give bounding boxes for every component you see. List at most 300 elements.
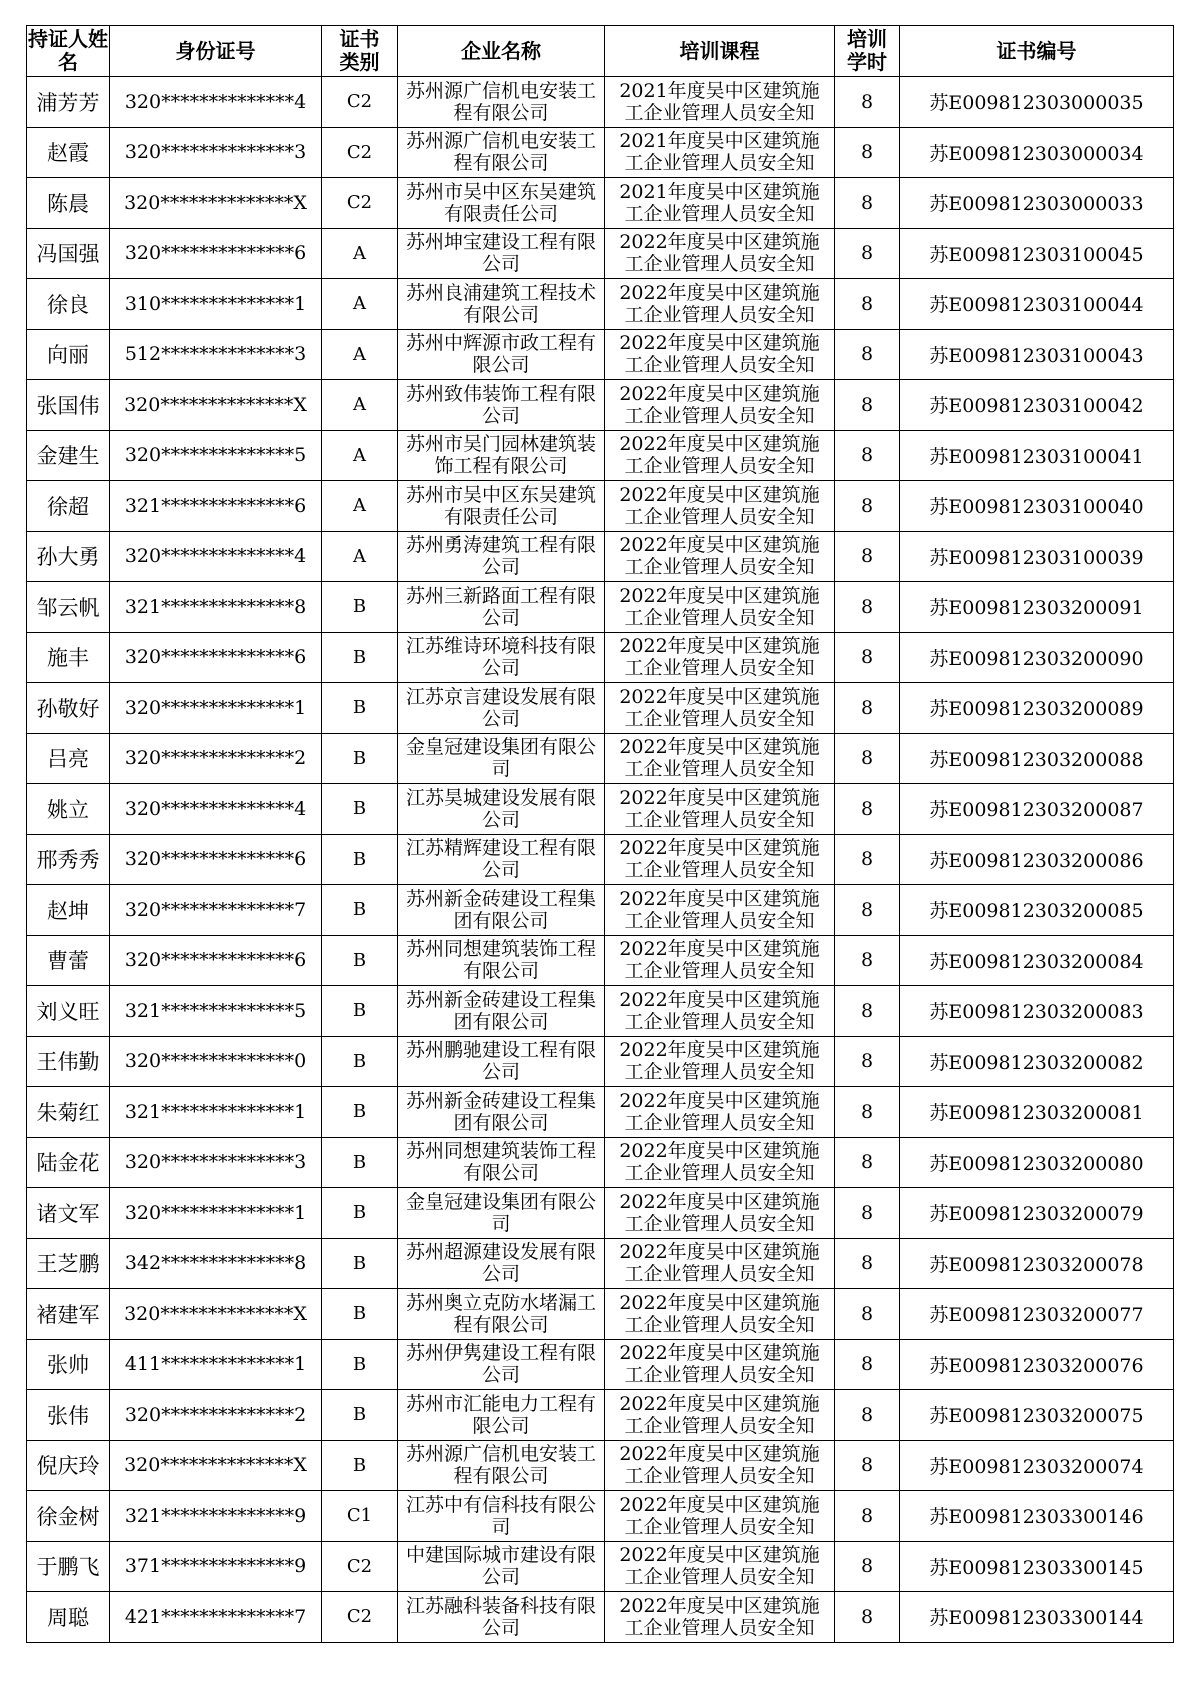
- table-body: [27, 77, 1174, 1643]
- holder-name-cell: [27, 885, 110, 936]
- training-hours-cell: [835, 1339, 900, 1390]
- id-number-cell: [110, 935, 322, 986]
- company-name-cell-text: 苏州伊隽建设工程有限公司: [405, 1342, 596, 1387]
- company-name-cell-text: 苏州超源建设发展有限公司: [405, 1241, 596, 1286]
- holder-name-cell: [27, 279, 110, 330]
- certificate-class-cell-text: B: [352, 1151, 367, 1173]
- holder-name-cell-text: 王伟勤: [36, 1050, 100, 1075]
- header-training-hours: [835, 26, 900, 77]
- company-name-cell: [398, 531, 605, 582]
- training-course-cell-text: 2022年度吴中区建筑施工企业管理人员安全知: [619, 584, 820, 629]
- holder-name-cell-text: 姚立: [47, 797, 89, 822]
- certificate-number-cell: [900, 1137, 1174, 1188]
- training-course-cell: [605, 127, 835, 178]
- training-hours-cell-text: 8: [860, 1151, 874, 1174]
- training-course-cell: [605, 1541, 835, 1592]
- holder-name-cell: [27, 582, 110, 633]
- training-course-cell-text: 2022年度吴中区建筑施工企业管理人员安全知: [619, 635, 820, 680]
- training-course-cell-text: 2022年度吴中区建筑施工企业管理人员安全知: [619, 281, 820, 326]
- certificate-class-cell-text: B: [352, 1404, 367, 1426]
- company-name-cell-text: 苏州源广信机电安装工程有限公司: [405, 130, 596, 175]
- certificate-number-cell-text: 苏E009812303200086: [929, 849, 1144, 872]
- certificate-number-cell-text: 苏E009812303200088: [929, 748, 1144, 771]
- holder-name-cell: [27, 77, 110, 128]
- training-course-cell-text: 2022年度吴中区建筑施工企业管理人员安全知: [619, 837, 820, 882]
- certificate-class-cell-text: B: [352, 747, 367, 769]
- holder-name-cell-text: 倪庆玲: [36, 1454, 100, 1479]
- certificate-number-cell-text: 苏E009812303100045: [929, 243, 1144, 266]
- id-number-cell: [110, 380, 322, 431]
- training-hours-cell: [835, 380, 900, 431]
- holder-name-cell: [27, 1440, 110, 1491]
- id-number-cell-text: 320**************3: [124, 141, 307, 164]
- company-name-cell: [398, 1137, 605, 1188]
- training-course-cell-text: 2022年度吴中区建筑施工企业管理人员安全知: [619, 988, 820, 1033]
- id-number-cell-text: 320**************5: [124, 444, 307, 467]
- certificate-class-cell-text: B: [352, 899, 367, 921]
- id-number-cell-text: 421**************7: [124, 1605, 307, 1628]
- certificate-number-cell: [900, 1592, 1174, 1643]
- id-number-cell: [110, 582, 322, 633]
- id-number-cell: [110, 683, 322, 734]
- certificate-class-cell-text: A: [353, 394, 366, 416]
- training-hours-cell: [835, 1036, 900, 1087]
- header-certificate-class: [322, 26, 398, 77]
- header-company-name: [398, 26, 605, 77]
- training-hours-cell: [835, 632, 900, 683]
- certificate-class-cell: [322, 834, 398, 885]
- holder-name-cell-text: 陆金花: [36, 1151, 100, 1176]
- company-name-cell: [398, 481, 605, 532]
- training-course-cell: [605, 986, 835, 1037]
- company-name-cell-text: 江苏融科装备科技有限公司: [405, 1594, 596, 1639]
- company-name-cell-text: 苏州同想建筑装饰工程有限公司: [405, 1140, 596, 1185]
- training-course-cell: [605, 178, 835, 229]
- training-hours-cell: [835, 178, 900, 229]
- certificate-number-cell: [900, 834, 1174, 885]
- company-name-cell: [398, 228, 605, 279]
- id-number-cell-text: 411**************1: [124, 1353, 307, 1376]
- company-name-cell: [398, 582, 605, 633]
- training-hours-cell: [835, 228, 900, 279]
- training-hours-cell: [835, 279, 900, 330]
- certificate-class-cell: [322, 430, 398, 481]
- certificate-number-cell-text: 苏E009812303200077: [929, 1304, 1144, 1327]
- training-hours-cell-text: 8: [860, 1201, 874, 1224]
- company-name-cell-text: 苏州致伟装饰工程有限公司: [405, 382, 596, 427]
- table-row: [27, 1238, 1174, 1289]
- table-row: [27, 1592, 1174, 1643]
- training-course-cell-text: 2022年度吴中区建筑施工企业管理人员安全知: [619, 332, 820, 377]
- header-row: [27, 26, 1174, 77]
- id-number-cell: [110, 279, 322, 330]
- training-hours-cell-text: 8: [860, 595, 874, 618]
- header-training-hours-label: 培训学时: [847, 27, 887, 74]
- certificate-number-cell-text: 苏E009812303300144: [929, 1607, 1144, 1630]
- holder-name-cell: [27, 127, 110, 178]
- id-number-cell: [110, 531, 322, 582]
- id-number-cell: [110, 1390, 322, 1441]
- holder-name-cell: [27, 1036, 110, 1087]
- certificate-class-cell-text: A: [353, 242, 366, 264]
- training-course-cell: [605, 1339, 835, 1390]
- certificate-class-cell-text: B: [352, 1454, 367, 1476]
- company-name-cell-text: 江苏中有信科技有限公司: [405, 1493, 596, 1538]
- certificate-number-cell: [900, 178, 1174, 229]
- training-hours-cell-text: 8: [860, 898, 874, 921]
- training-hours-cell-text: 8: [860, 1555, 874, 1578]
- certificate-number-cell-text: 苏E009812303200091: [929, 597, 1144, 620]
- company-name-cell-text: 苏州奥立克防水堵漏工程有限公司: [405, 1291, 596, 1336]
- company-name-cell-text: 苏州市汇能电力工程有限公司: [405, 1392, 596, 1437]
- certificate-number-cell: [900, 380, 1174, 431]
- training-course-cell-text: 2022年度吴中区建筑施工企业管理人员安全知: [619, 1140, 820, 1185]
- holder-name-cell-text: 赵坤: [47, 898, 89, 923]
- holder-name-cell-text: 金建生: [36, 444, 100, 469]
- certificate-class-cell: [322, 279, 398, 330]
- certificate-number-cell: [900, 1339, 1174, 1390]
- certificate-number-cell: [900, 885, 1174, 936]
- table-row: [27, 986, 1174, 1037]
- company-name-cell-text: 苏州市吴中区东吴建筑有限责任公司: [405, 180, 596, 225]
- holder-name-cell-text: 褚建军: [36, 1302, 100, 1327]
- certificate-number-cell-text: 苏E009812303100044: [929, 294, 1144, 317]
- certificate-number-cell: [900, 1188, 1174, 1239]
- training-course-cell: [605, 1491, 835, 1542]
- table-row: [27, 1188, 1174, 1239]
- company-name-cell: [398, 935, 605, 986]
- certificate-class-cell: [322, 1087, 398, 1138]
- id-number-cell: [110, 178, 322, 229]
- id-number-cell: [110, 834, 322, 885]
- training-course-cell: [605, 279, 835, 330]
- holder-name-cell-text: 吕亮: [47, 747, 89, 772]
- company-name-cell-text: 苏州源广信机电安装工程有限公司: [405, 79, 596, 124]
- certificate-number-cell-text: 苏E009812303000033: [929, 193, 1144, 216]
- certificate-class-cell-text: A: [353, 495, 366, 517]
- certificate-number-cell: [900, 986, 1174, 1037]
- holder-name-cell-text: 浦芳芳: [36, 90, 100, 115]
- certificate-class-cell-text: C2: [346, 91, 373, 113]
- certificate-class-cell: [322, 329, 398, 380]
- company-name-cell-text: 苏州鹏驰建设工程有限公司: [405, 1039, 596, 1084]
- certificate-class-cell: [322, 1289, 398, 1340]
- company-name-cell: [398, 1440, 605, 1491]
- holder-name-cell-text: 曹蕾: [47, 949, 89, 974]
- id-number-cell: [110, 481, 322, 532]
- company-name-cell: [398, 279, 605, 330]
- company-name-cell-text: 中建国际城市建设有限公司: [405, 1544, 596, 1589]
- training-hours-cell: [835, 1289, 900, 1340]
- certificate-class-cell-text: C2: [346, 1555, 373, 1577]
- training-course-cell-text: 2022年度吴中区建筑施工企业管理人员安全知: [619, 1544, 820, 1589]
- id-number-cell-text: 342**************8: [124, 1252, 307, 1275]
- certificate-class-cell-text: C1: [346, 1505, 373, 1527]
- id-number-cell: [110, 1238, 322, 1289]
- training-hours-cell-text: 8: [860, 90, 874, 113]
- certificate-number-cell-text: 苏E009812303100041: [929, 445, 1144, 468]
- holder-name-cell-text: 朱菊红: [36, 1100, 100, 1125]
- holder-name-cell: [27, 834, 110, 885]
- training-course-cell: [605, 784, 835, 835]
- training-course-cell-text: 2022年度吴中区建筑施工企业管理人员安全知: [619, 231, 820, 276]
- training-hours-cell: [835, 1390, 900, 1441]
- company-name-cell: [398, 1592, 605, 1643]
- company-name-cell-text: 苏州勇涛建筑工程有限公司: [405, 534, 596, 579]
- certificate-class-cell: [322, 733, 398, 784]
- certificate-number-cell-text: 苏E009812303200076: [929, 1354, 1144, 1377]
- certificate-class-cell: [322, 77, 398, 128]
- training-hours-cell-text: 8: [860, 141, 874, 164]
- header-certificate-class-label: 证书类别: [339, 27, 380, 74]
- id-number-cell-text: 320**************1: [124, 696, 307, 719]
- holder-name-cell: [27, 784, 110, 835]
- holder-name-cell-text: 邹云帆: [36, 595, 100, 620]
- table-row: [27, 481, 1174, 532]
- holder-name-cell: [27, 935, 110, 986]
- company-name-cell: [398, 1289, 605, 1340]
- training-course-cell-text: 2022年度吴中区建筑施工企业管理人员安全知: [619, 1594, 820, 1639]
- training-course-cell-text: 2022年度吴中区建筑施工企业管理人员安全知: [619, 786, 820, 831]
- training-course-cell-text: 2021年度吴中区建筑施工企业管理人员安全知: [619, 180, 820, 225]
- training-course-cell-text: 2022年度吴中区建筑施工企业管理人员安全知: [619, 433, 820, 478]
- training-course-cell: [605, 380, 835, 431]
- id-number-cell: [110, 986, 322, 1037]
- training-course-cell: [605, 885, 835, 936]
- training-course-cell-text: 2022年度吴中区建筑施工企业管理人员安全知: [619, 1392, 820, 1437]
- certificate-number-cell: [900, 1491, 1174, 1542]
- training-hours-cell: [835, 1541, 900, 1592]
- certificate-class-cell-text: A: [353, 343, 366, 365]
- training-hours-cell-text: 8: [860, 646, 874, 669]
- holder-name-cell: [27, 1592, 110, 1643]
- holder-name-cell: [27, 1188, 110, 1239]
- certificate-class-cell-text: B: [352, 697, 367, 719]
- table-row: [27, 1137, 1174, 1188]
- company-name-cell: [398, 1036, 605, 1087]
- company-name-cell: [398, 1087, 605, 1138]
- header-holder-name: [27, 26, 110, 77]
- certificate-class-cell: [322, 683, 398, 734]
- holder-name-cell-text: 孙敬好: [36, 696, 100, 721]
- id-number-cell: [110, 1339, 322, 1390]
- holder-name-cell: [27, 531, 110, 582]
- header-training-course: [605, 26, 835, 77]
- company-name-cell: [398, 986, 605, 1037]
- training-hours-cell: [835, 582, 900, 633]
- id-number-cell-text: 320**************0: [124, 1050, 307, 1073]
- holder-name-cell: [27, 1238, 110, 1289]
- certificate-class-cell-text: B: [352, 949, 367, 971]
- holder-name-cell: [27, 329, 110, 380]
- holder-name-cell-text: 徐金树: [36, 1504, 100, 1529]
- certificate-class-cell-text: A: [353, 545, 366, 567]
- certificate-class-cell: [322, 531, 398, 582]
- training-hours-cell-text: 8: [860, 191, 874, 214]
- holder-name-cell-text: 邢秀秀: [36, 848, 100, 873]
- table-row: [27, 228, 1174, 279]
- company-name-cell: [398, 1390, 605, 1441]
- training-hours-cell: [835, 430, 900, 481]
- certificate-number-cell-text: 苏E009812303000034: [929, 142, 1144, 165]
- table-row: [27, 1036, 1174, 1087]
- certificate-class-cell-text: A: [353, 444, 366, 466]
- certificate-class-cell: [322, 1188, 398, 1239]
- certificate-number-cell: [900, 632, 1174, 683]
- certificate-number-cell-text: 苏E009812303200084: [929, 950, 1144, 973]
- certificate-class-cell-text: B: [352, 798, 367, 820]
- training-course-cell: [605, 632, 835, 683]
- id-number-cell: [110, 632, 322, 683]
- certificate-class-cell: [322, 935, 398, 986]
- certificate-class-cell-text: B: [352, 646, 367, 668]
- company-name-cell-text: 江苏京言建设发展有限公司: [405, 685, 596, 730]
- table-header: [27, 26, 1174, 77]
- certificate-class-cell-text: B: [352, 1353, 367, 1375]
- training-hours-cell-text: 8: [860, 1403, 874, 1426]
- id-number-cell-text: 320**************2: [124, 747, 307, 770]
- certificate-number-cell-text: 苏E009812303200089: [929, 698, 1144, 721]
- holder-name-cell-text: 张国伟: [36, 393, 100, 418]
- certificate-class-cell: [322, 380, 398, 431]
- certificate-class-cell: [322, 1036, 398, 1087]
- training-course-cell: [605, 430, 835, 481]
- certificate-number-cell: [900, 279, 1174, 330]
- company-name-cell: [398, 178, 605, 229]
- company-name-cell: [398, 127, 605, 178]
- certificate-class-cell: [322, 632, 398, 683]
- training-course-cell: [605, 1188, 835, 1239]
- training-hours-cell: [835, 733, 900, 784]
- training-course-cell: [605, 1289, 835, 1340]
- table-row: [27, 531, 1174, 582]
- table-row: [27, 834, 1174, 885]
- certificate-number-cell: [900, 582, 1174, 633]
- table-row: [27, 935, 1174, 986]
- holder-name-cell: [27, 178, 110, 229]
- training-hours-cell: [835, 127, 900, 178]
- id-number-cell-text: 320**************6: [124, 949, 307, 972]
- company-name-cell: [398, 1238, 605, 1289]
- certificate-class-cell: [322, 885, 398, 936]
- certificate-class-cell: [322, 1137, 398, 1188]
- certificate-number-cell: [900, 1087, 1174, 1138]
- id-number-cell: [110, 1188, 322, 1239]
- id-number-cell-text: 512**************3: [124, 343, 307, 366]
- training-hours-cell-text: 8: [860, 1504, 874, 1527]
- table-row: [27, 1440, 1174, 1491]
- company-name-cell-text: 金皇冠建设集团有限公司: [405, 1190, 596, 1235]
- training-course-cell: [605, 329, 835, 380]
- certificate-class-cell-text: C2: [346, 141, 373, 163]
- training-course-cell: [605, 935, 835, 986]
- header-company-name-label: 企业名称: [461, 38, 541, 63]
- certificate-class-cell: [322, 1339, 398, 1390]
- id-number-cell-text: 320**************4: [124, 797, 307, 820]
- table-row: [27, 430, 1174, 481]
- company-name-cell-text: 苏州同想建筑装饰工程有限公司: [405, 938, 596, 983]
- company-name-cell-text: 江苏昊城建设发展有限公司: [405, 786, 596, 831]
- table-row: [27, 784, 1174, 835]
- training-hours-cell: [835, 77, 900, 128]
- holder-name-cell: [27, 430, 110, 481]
- id-number-cell: [110, 1592, 322, 1643]
- company-name-cell-text: 苏州坤宝建设工程有限公司: [405, 231, 596, 276]
- id-number-cell-text: 321**************1: [124, 1100, 307, 1123]
- certificate-number-cell-text: 苏E009812303200079: [929, 1203, 1144, 1226]
- holder-name-cell: [27, 986, 110, 1037]
- certificate-class-cell: [322, 1238, 398, 1289]
- holder-name-cell: [27, 1491, 110, 1542]
- certificate-number-cell: [900, 228, 1174, 279]
- certificate-number-cell: [900, 935, 1174, 986]
- training-course-cell-text: 2022年度吴中区建筑施工企业管理人员安全知: [619, 887, 820, 932]
- table-row: [27, 1541, 1174, 1592]
- id-number-cell: [110, 1440, 322, 1491]
- id-number-cell-text: 321**************9: [124, 1504, 307, 1527]
- training-course-cell: [605, 683, 835, 734]
- header-id-number: [110, 26, 322, 77]
- training-course-cell: [605, 1137, 835, 1188]
- certificate-number-cell-text: 苏E009812303200087: [929, 799, 1144, 822]
- holder-name-cell-text: 张伟: [47, 1403, 89, 1428]
- id-number-cell-text: 321**************8: [124, 595, 307, 618]
- id-number-cell: [110, 733, 322, 784]
- certificate-class-cell-text: C2: [346, 1606, 373, 1628]
- id-number-cell: [110, 77, 322, 128]
- training-course-cell: [605, 481, 835, 532]
- company-name-cell-text: 苏州中辉源市政工程有限公司: [405, 332, 596, 377]
- id-number-cell-text: 321**************6: [124, 494, 307, 517]
- company-name-cell-text: 苏州三新路面工程有限公司: [405, 584, 596, 629]
- table-row: [27, 733, 1174, 784]
- holder-name-cell: [27, 481, 110, 532]
- training-course-cell: [605, 1238, 835, 1289]
- holder-name-cell-text: 张帅: [47, 1353, 89, 1378]
- holder-name-cell: [27, 733, 110, 784]
- id-number-cell-text: 320**************X: [124, 1302, 307, 1325]
- holder-name-cell-text: 赵霞: [47, 141, 89, 166]
- certificate-number-cell-text: 苏E009812303200078: [929, 1253, 1144, 1276]
- holder-name-cell-text: 周聪: [47, 1605, 89, 1630]
- holder-name-cell: [27, 1541, 110, 1592]
- company-name-cell-text: 苏州源广信机电安装工程有限公司: [405, 1443, 596, 1488]
- company-name-cell-text: 江苏精辉建设工程有限公司: [405, 837, 596, 882]
- training-course-cell: [605, 834, 835, 885]
- id-number-cell-text: 320**************2: [124, 1403, 307, 1426]
- id-number-cell: [110, 784, 322, 835]
- certificate-number-cell: [900, 1289, 1174, 1340]
- table-row: [27, 329, 1174, 380]
- holder-name-cell-text: 刘义旺: [36, 999, 100, 1024]
- training-hours-cell: [835, 1087, 900, 1138]
- id-number-cell-text: 320**************6: [124, 848, 307, 871]
- id-number-cell-text: 320**************4: [124, 90, 307, 113]
- training-hours-cell-text: 8: [860, 1050, 874, 1073]
- training-hours-cell-text: 8: [860, 242, 874, 265]
- table-row: [27, 582, 1174, 633]
- holder-name-cell-text: 向丽: [47, 343, 89, 368]
- header-training-course-label: 培训课程: [679, 38, 760, 63]
- company-name-cell: [398, 733, 605, 784]
- certificate-class-cell-text: C2: [346, 192, 373, 214]
- table-row: [27, 1087, 1174, 1138]
- training-course-cell: [605, 1390, 835, 1441]
- holder-name-cell-text: 王芝鹏: [36, 1252, 100, 1277]
- training-hours-cell-text: 8: [860, 1353, 874, 1376]
- certificate-number-cell-text: 苏E009812303200085: [929, 900, 1144, 923]
- id-number-cell: [110, 430, 322, 481]
